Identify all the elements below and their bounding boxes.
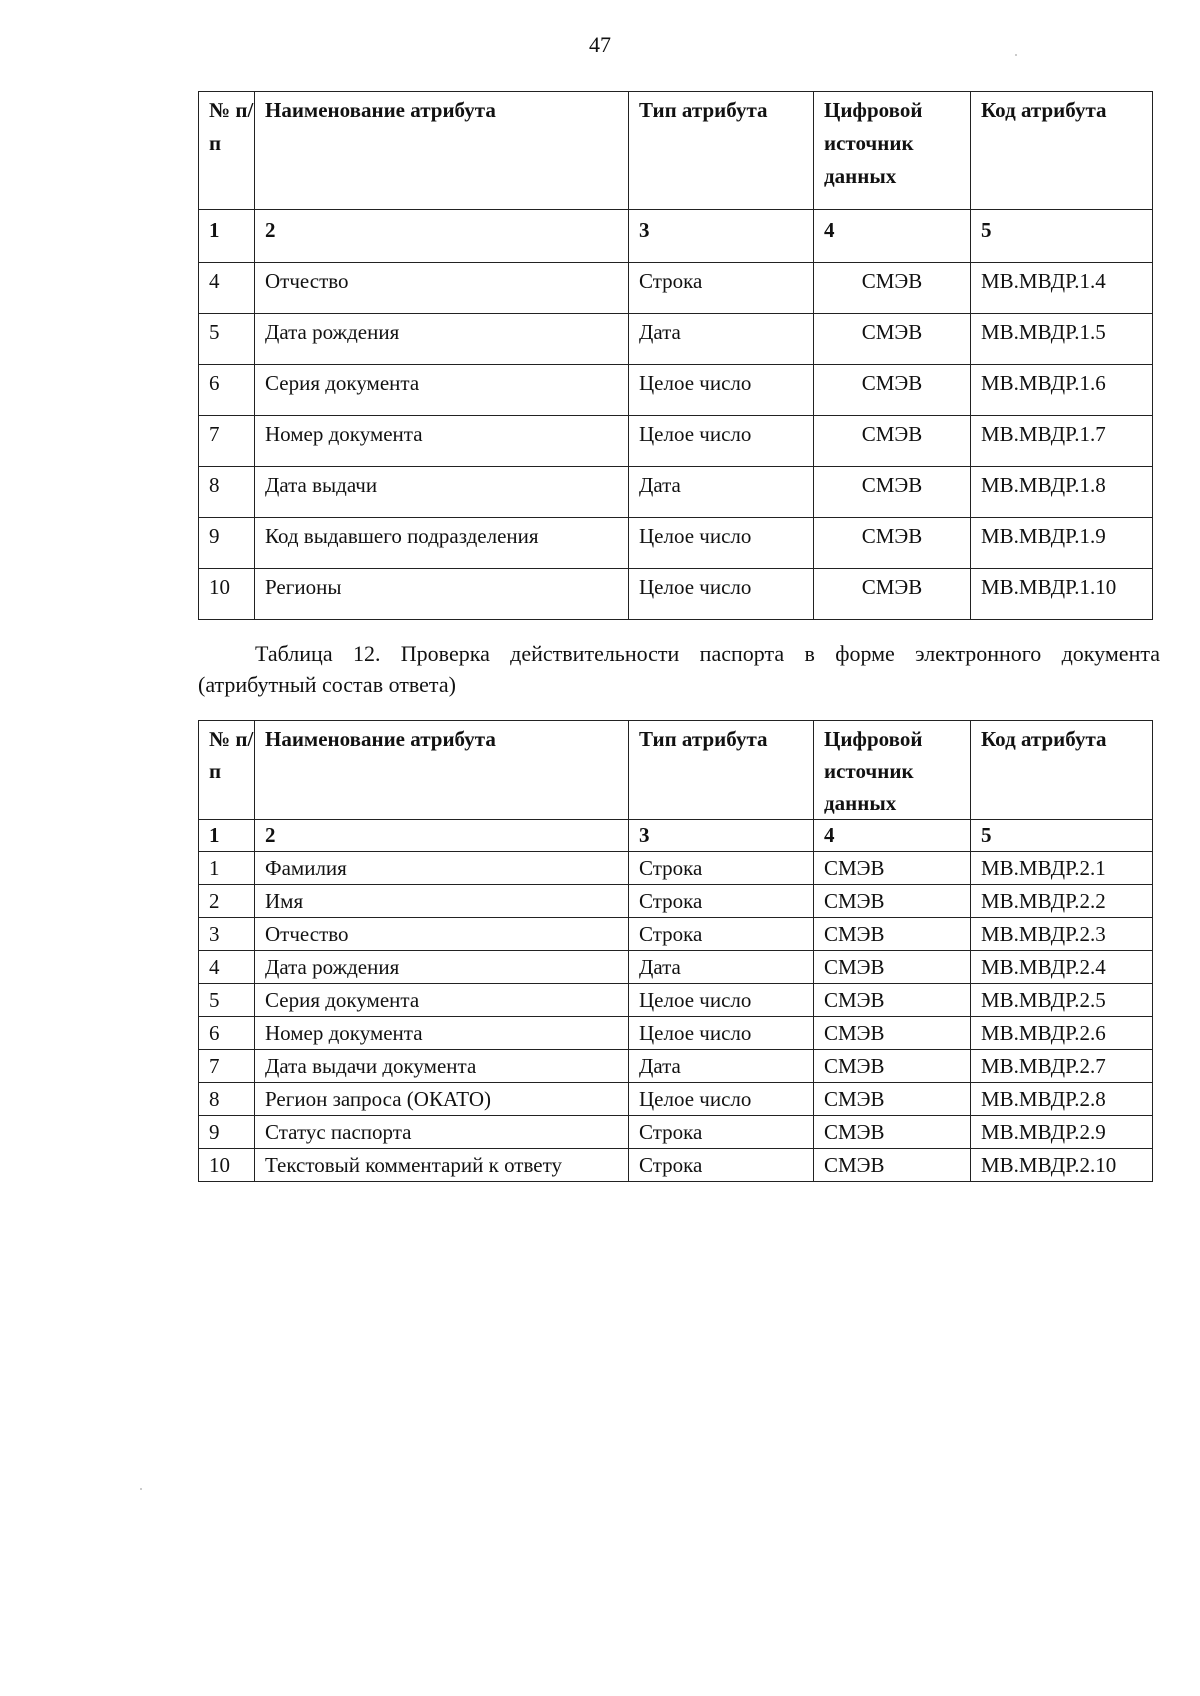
column-index: 4 [814, 210, 971, 263]
attribute-type-cell: Строка [629, 263, 814, 314]
attribute-type-cell: Целое число [629, 984, 814, 1017]
table-row [199, 1017, 1153, 1050]
attribute-code-cell: МВ.МВДР.1.9 [971, 518, 1153, 569]
data-source-cell: СМЭВ [814, 1149, 971, 1182]
attribute-code-cell: МВ.МВДР.2.4 [971, 951, 1153, 984]
table-row [199, 569, 1153, 620]
attribute-type-cell: Дата [629, 467, 814, 518]
data-source-cell: СМЭВ [814, 918, 971, 951]
table-row [199, 365, 1153, 416]
row-number-cell: 5 [199, 984, 255, 1017]
attribute-name-cell: Дата выдачи документа [255, 1050, 629, 1083]
attribute-name-cell: Серия документа [255, 365, 629, 416]
data-source-cell: СМЭВ [814, 1050, 971, 1083]
data-source-cell: СМЭВ [814, 984, 971, 1017]
header-data-source: Цифровой источник данных [814, 92, 971, 210]
scan-speck [1015, 54, 1017, 56]
attribute-code-cell: МВ.МВДР.2.7 [971, 1050, 1153, 1083]
table-row [199, 467, 1153, 518]
column-index: 2 [255, 210, 629, 263]
attribute-code-cell: МВ.МВДР.2.2 [971, 885, 1153, 918]
table-row [199, 984, 1153, 1017]
data-source-cell: СМЭВ [814, 951, 971, 984]
header-number: № п/п [199, 92, 255, 210]
table-row [199, 314, 1153, 365]
attribute-name-cell: Имя [255, 885, 629, 918]
column-index: 2 [255, 820, 629, 852]
row-number-cell: 6 [199, 1017, 255, 1050]
data-source-cell: СМЭВ [814, 885, 971, 918]
table-header-row [199, 92, 1153, 210]
table-caption: Таблица 12. Проверка действительности паспорта в форме электронного документа (атрибутный состав ответа) [198, 641, 1160, 697]
row-number-cell: 7 [199, 1050, 255, 1083]
column-index: 4 [814, 820, 971, 852]
header-number: № п/п [199, 721, 255, 820]
attribute-code-cell: МВ.МВДР.2.10 [971, 1149, 1153, 1182]
table-row [199, 918, 1153, 951]
attribute-name-cell: Номер документа [255, 1017, 629, 1050]
attribute-name-cell: Дата рождения [255, 951, 629, 984]
attribute-type-cell: Строка [629, 918, 814, 951]
header-data-source: Цифровой источник данных [814, 721, 971, 820]
data-source-cell: СМЭВ [814, 1116, 971, 1149]
column-index-row [199, 210, 1153, 263]
attribute-code-cell: МВ.МВДР.1.4 [971, 263, 1153, 314]
attribute-name-cell: Отчество [255, 263, 629, 314]
row-number-cell: 3 [199, 918, 255, 951]
attribute-type-cell: Целое число [629, 365, 814, 416]
attribute-name-cell: Статус паспорта [255, 1116, 629, 1149]
attributes-table-continued [198, 91, 1153, 620]
attribute-code-cell: МВ.МВДР.1.7 [971, 416, 1153, 467]
attribute-type-cell: Целое число [629, 1017, 814, 1050]
page-number: 47 [589, 32, 611, 57]
table-row [199, 1050, 1153, 1083]
attribute-code-cell: МВ.МВДР.2.8 [971, 1083, 1153, 1116]
column-index: 5 [971, 820, 1153, 852]
row-number-cell: 4 [199, 263, 255, 314]
data-source-cell: СМЭВ [814, 518, 971, 569]
attribute-name-cell: Регион запроса (ОКАТО) [255, 1083, 629, 1116]
attribute-type-cell: Целое число [629, 518, 814, 569]
data-source-cell: СМЭВ [814, 1017, 971, 1050]
attribute-code-cell: МВ.МВДР.1.6 [971, 365, 1153, 416]
row-number-cell: 8 [199, 1083, 255, 1116]
attribute-name-cell: Текстовый комментарий к ответу [255, 1149, 629, 1182]
attribute-name-cell: Фамилия [255, 852, 629, 885]
attribute-code-cell: МВ.МВДР.2.3 [971, 918, 1153, 951]
attribute-name-cell: Номер документа [255, 416, 629, 467]
row-number-cell: 9 [199, 518, 255, 569]
attribute-name-cell: Дата выдачи [255, 467, 629, 518]
header-attribute-type: Тип атрибута [629, 92, 814, 210]
attribute-code-cell: МВ.МВДР.1.5 [971, 314, 1153, 365]
header-attribute-type: Тип атрибута [629, 721, 814, 820]
row-number-cell: 4 [199, 951, 255, 984]
data-source-cell: СМЭВ [814, 1083, 971, 1116]
row-number-cell: 8 [199, 467, 255, 518]
data-source-cell: СМЭВ [814, 365, 971, 416]
attribute-type-cell: Дата [629, 314, 814, 365]
row-number-cell: 7 [199, 416, 255, 467]
header-attribute-name: Наименование атрибута [255, 92, 629, 210]
attribute-type-cell: Строка [629, 1116, 814, 1149]
attribute-type-cell: Целое число [629, 569, 814, 620]
table-row [199, 1149, 1153, 1182]
attribute-code-cell: МВ.МВДР.2.6 [971, 1017, 1153, 1050]
attribute-type-cell: Дата [629, 1050, 814, 1083]
attribute-type-cell: Строка [629, 1149, 814, 1182]
attribute-name-cell: Серия документа [255, 984, 629, 1017]
attribute-type-cell: Целое число [629, 416, 814, 467]
row-number-cell: 2 [199, 885, 255, 918]
table-header-row [199, 721, 1153, 820]
row-number-cell: 10 [199, 569, 255, 620]
header-attribute-code: Код атрибута [971, 92, 1153, 210]
row-number-cell: 10 [199, 1149, 255, 1182]
attribute-type-cell: Целое число [629, 1083, 814, 1116]
table-row [199, 852, 1153, 885]
table-row [199, 1083, 1153, 1116]
table-row [199, 951, 1153, 984]
data-source-cell: СМЭВ [814, 314, 971, 365]
attribute-name-cell: Дата рождения [255, 314, 629, 365]
table-row [199, 416, 1153, 467]
header-attribute-code: Код атрибута [971, 721, 1153, 820]
attribute-name-cell: Регионы [255, 569, 629, 620]
row-number-cell: 6 [199, 365, 255, 416]
attribute-code-cell: МВ.МВДР.2.5 [971, 984, 1153, 1017]
table-row [199, 1116, 1153, 1149]
column-index: 5 [971, 210, 1153, 263]
data-source-cell: СМЭВ [814, 263, 971, 314]
column-index: 1 [199, 820, 255, 852]
attribute-name-cell: Отчество [255, 918, 629, 951]
column-index: 3 [629, 820, 814, 852]
attribute-code-cell: МВ.МВДР.2.1 [971, 852, 1153, 885]
table-row [199, 885, 1153, 918]
table-row [199, 263, 1153, 314]
attribute-type-cell: Дата [629, 951, 814, 984]
attribute-code-cell: МВ.МВДР.2.9 [971, 1116, 1153, 1149]
attribute-type-cell: Строка [629, 885, 814, 918]
row-number-cell: 1 [199, 852, 255, 885]
data-source-cell: СМЭВ [814, 416, 971, 467]
attribute-type-cell: Строка [629, 852, 814, 885]
scan-speck [140, 1488, 142, 1490]
column-index-row [199, 820, 1153, 852]
row-number-cell: 9 [199, 1116, 255, 1149]
row-number-cell: 5 [199, 314, 255, 365]
attribute-code-cell: МВ.МВДР.1.10 [971, 569, 1153, 620]
attribute-name-cell: Код выдавшего подразделения [255, 518, 629, 569]
data-source-cell: СМЭВ [814, 569, 971, 620]
column-index: 1 [199, 210, 255, 263]
header-attribute-name: Наименование атрибута [255, 721, 629, 820]
passport-validity-response-table [198, 720, 1153, 1182]
table-row [199, 518, 1153, 569]
attribute-code-cell: МВ.МВДР.1.8 [971, 467, 1153, 518]
data-source-cell: СМЭВ [814, 852, 971, 885]
column-index: 3 [629, 210, 814, 263]
data-source-cell: СМЭВ [814, 467, 971, 518]
